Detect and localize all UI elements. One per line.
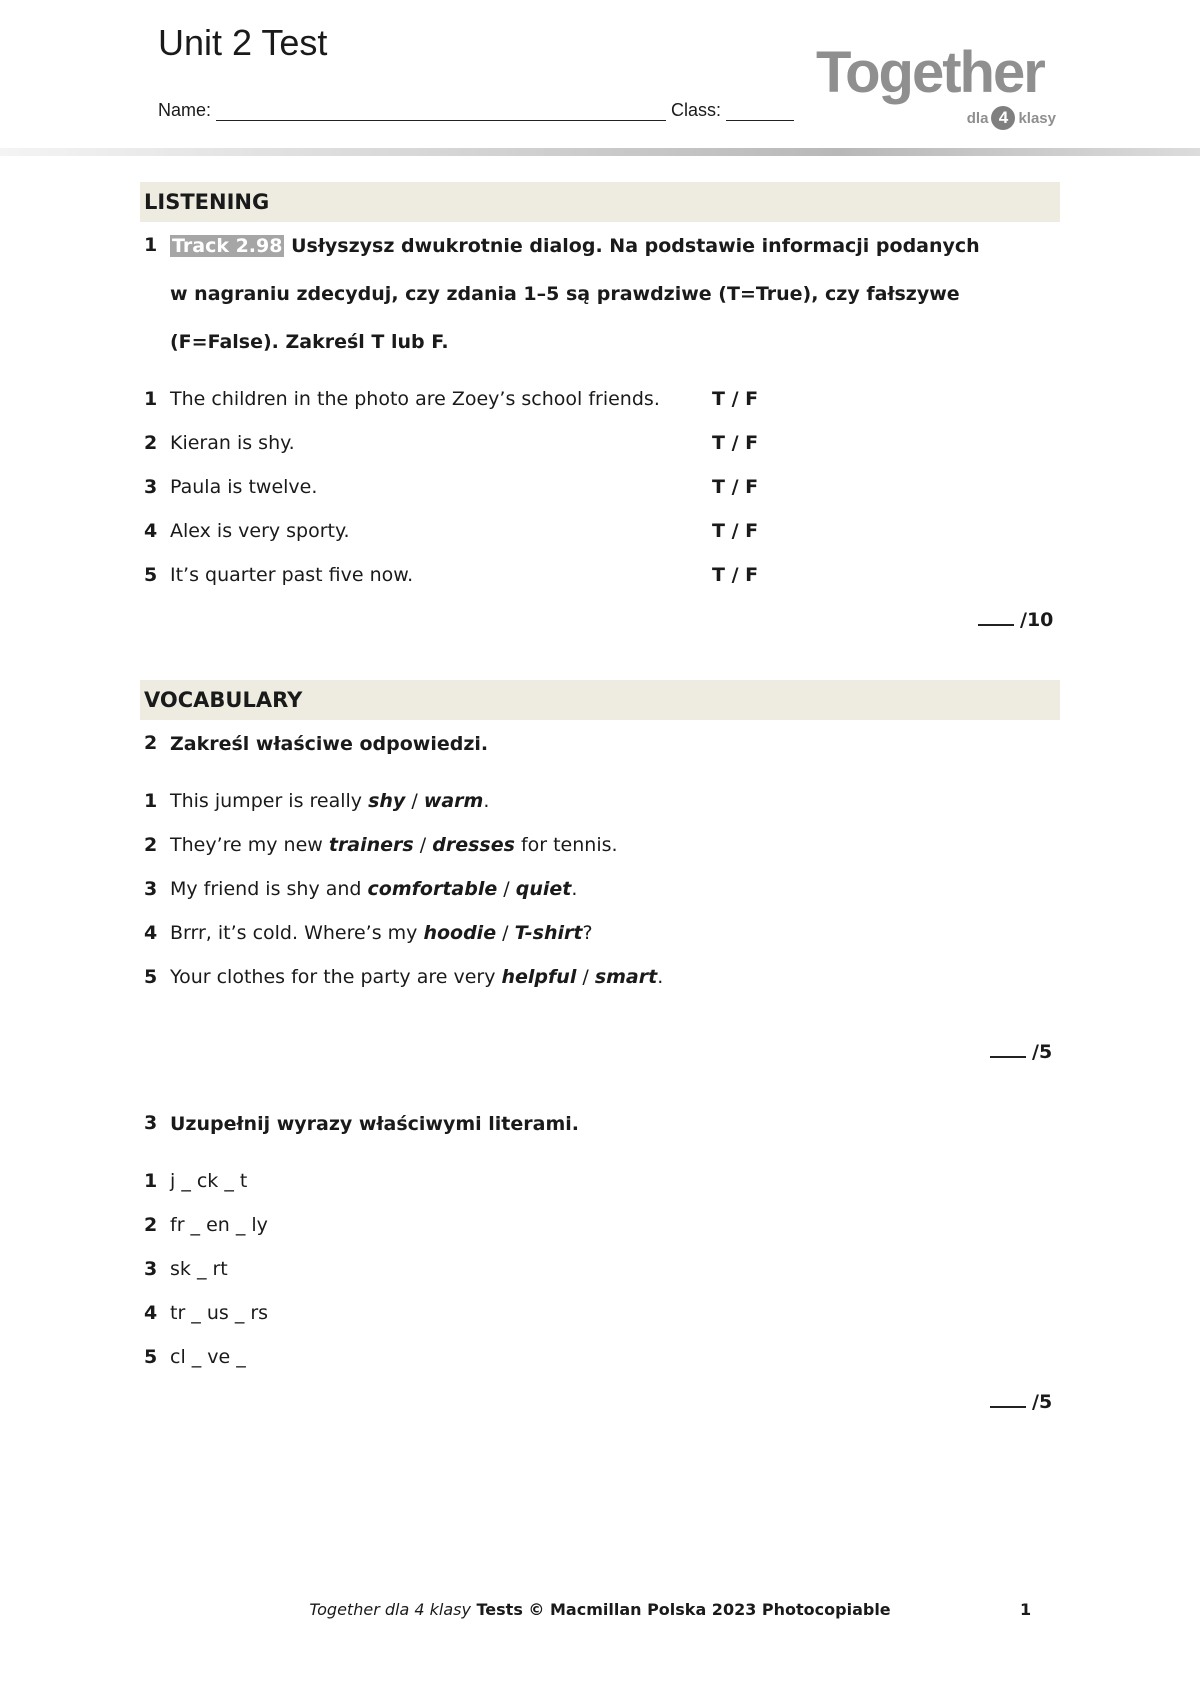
exercise-instruction: Uzupełnij wyrazy właściwymi literami. — [170, 1113, 579, 1135]
item-number: 2 — [144, 834, 158, 856]
header-divider — [0, 148, 1200, 156]
exercise-number: 2 — [144, 732, 158, 754]
sentence-start: This jumper is really — [170, 790, 369, 812]
section-heading-vocabulary: VOCABULARY — [140, 680, 1060, 720]
instruction-line: (F=False). Zakreśl T lub F. — [170, 331, 449, 353]
item-number: 1 — [144, 388, 158, 410]
word-gap-fill[interactable]: sk _ rt — [170, 1258, 228, 1280]
option-separator: / — [497, 878, 516, 900]
logo-subtitle — [967, 106, 1056, 130]
page-number: 1 — [1020, 1600, 1032, 1619]
option-a[interactable]: helpful — [501, 966, 577, 988]
true-false-choice[interactable]: T / F — [712, 476, 759, 498]
sentence-start: Brrr, it’s cold. Where’s my — [170, 922, 424, 944]
item-number: 3 — [144, 1258, 158, 1280]
option-b[interactable]: dresses — [432, 834, 515, 856]
logo-pre: dla — [966, 110, 989, 127]
item-number: 4 — [144, 922, 158, 944]
sentence-end: ? — [582, 922, 593, 944]
exercise-instruction: Zakreśl właściwe odpowiedzi. — [170, 733, 489, 755]
statement-text: It’s quarter past five now. — [170, 564, 414, 586]
item-number: 4 — [144, 520, 158, 542]
name-class-line — [158, 100, 794, 121]
word-gap-fill[interactable]: fr _ en _ ly — [170, 1214, 268, 1236]
option-separator: / — [405, 790, 424, 812]
option-separator: / — [413, 834, 433, 856]
sentence-end: for tennis. — [514, 834, 618, 856]
item-number: 5 — [144, 564, 158, 586]
sentence — [170, 878, 577, 900]
exercise-number: 1 — [144, 234, 158, 256]
exercise-instruction — [170, 222, 1050, 366]
score-max: /10 — [1020, 609, 1054, 631]
sentence — [170, 790, 489, 812]
true-false-choice[interactable]: T / F — [712, 564, 759, 586]
name-label: Name: — [158, 100, 212, 120]
item-number: 2 — [144, 432, 158, 454]
name-field[interactable] — [216, 102, 666, 121]
option-separator: / — [576, 966, 595, 988]
true-false-choice[interactable]: T / F — [712, 432, 759, 454]
score-listening — [978, 608, 1053, 631]
item-number: 3 — [144, 476, 158, 498]
sentence-end: . — [483, 790, 490, 812]
statement-text: Kieran is shy. — [170, 432, 295, 454]
word-gap-fill[interactable]: cl _ ve _ — [170, 1346, 246, 1368]
option-a[interactable]: trainers — [328, 834, 414, 856]
score-blank[interactable] — [978, 608, 1014, 626]
statement-text: Alex is very sporty. — [170, 520, 350, 542]
track-label: Track 2.98 — [172, 235, 283, 257]
sentence-end: . — [657, 966, 664, 988]
instruction-line: Usłyszysz dwukrotnie dialog. Na podstawie informacji podanych — [291, 235, 980, 257]
sentence — [170, 834, 618, 856]
score-blank[interactable] — [990, 1390, 1026, 1408]
sentence-start: They’re my new — [170, 834, 329, 856]
option-b[interactable]: smart — [594, 966, 658, 988]
option-a[interactable]: hoodie — [423, 922, 497, 944]
item-number: 4 — [144, 1302, 158, 1324]
option-b[interactable]: warm — [423, 790, 484, 812]
item-number: 2 — [144, 1214, 158, 1236]
sentence-end: . — [571, 878, 578, 900]
footer-italic: Together dla 4 klasy — [309, 1600, 471, 1619]
option-separator: / — [496, 922, 515, 944]
class-label: Class: — [671, 100, 722, 120]
statement-text: The children in the photo are Zoey’s school friends. — [170, 388, 660, 410]
item-number: 5 — [144, 966, 158, 988]
class-field[interactable] — [726, 102, 794, 121]
score-blank[interactable] — [990, 1040, 1026, 1058]
option-b[interactable]: quiet — [515, 878, 572, 900]
exercise-number: 3 — [144, 1112, 158, 1134]
logo-wordmark: Together — [816, 40, 1044, 105]
statement-text: Paula is twelve. — [170, 476, 318, 498]
score-max: /5 — [1032, 1041, 1053, 1063]
score-vocab-ex3 — [990, 1390, 1052, 1413]
option-a[interactable]: comfortable — [367, 878, 498, 900]
sentence — [170, 966, 663, 988]
sentence — [170, 922, 593, 944]
score-max: /5 — [1032, 1391, 1053, 1413]
true-false-choice[interactable]: T / F — [712, 388, 759, 410]
item-number: 1 — [144, 790, 158, 812]
section-heading-listening: LISTENING — [140, 182, 1060, 222]
sentence-start: My friend is shy and — [170, 878, 368, 900]
score-vocab-ex2 — [990, 1040, 1052, 1063]
true-false-choice[interactable]: T / F — [712, 520, 759, 542]
sentence-start: Your clothes for the party are very — [170, 966, 502, 988]
logo-post: klasy — [1018, 110, 1056, 127]
item-number: 1 — [144, 1170, 158, 1192]
logo-number-badge: 4 — [991, 106, 1015, 130]
option-a[interactable]: shy — [368, 790, 406, 812]
together-logo — [816, 40, 1056, 134]
footer-text: Tests © Macmillan Polska 2023 Photocopiable — [470, 1600, 891, 1619]
item-number: 5 — [144, 1346, 158, 1368]
page-title: Unit 2 Test — [158, 22, 328, 63]
item-number: 3 — [144, 878, 158, 900]
word-gap-fill[interactable]: tr _ us _ rs — [170, 1302, 269, 1324]
instruction-line: w nagraniu zdecyduj, czy zdania 1–5 są prawdziwe (T=True), czy fałszywe — [170, 283, 960, 305]
option-b[interactable]: T-shirt — [514, 922, 583, 944]
word-gap-fill[interactable]: j _ ck _ t — [170, 1170, 248, 1192]
